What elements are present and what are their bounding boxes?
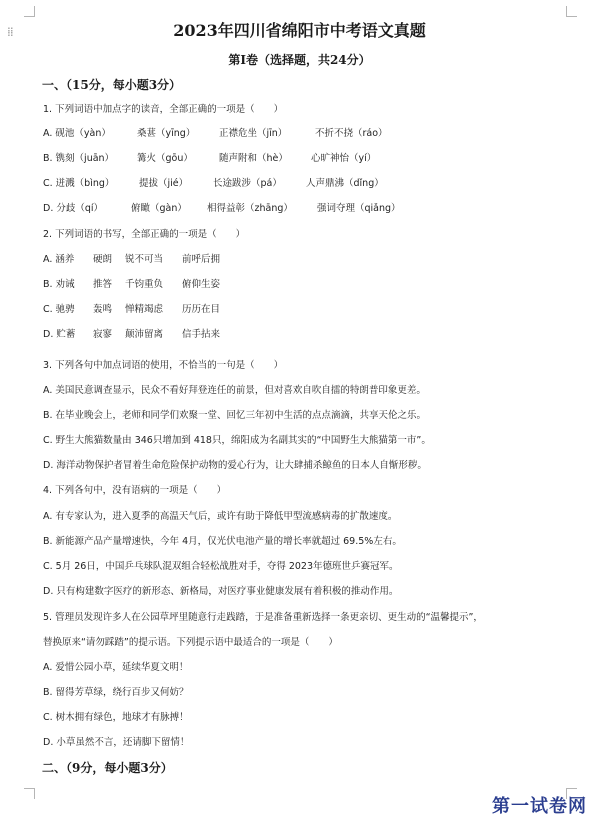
q2-option-a-2: 硬朗	[93, 254, 113, 265]
q4-stem: 4. 下列各句中，没有语病的一项是（ ）	[43, 485, 227, 496]
q1-option-b-2: 篝火（gōu）	[137, 153, 193, 164]
q1-option-b-4: 心旷神怡（yí）	[311, 153, 377, 164]
q2-stem: 2. 下列词语的书写，全部正确的一项是（ ）	[43, 229, 246, 240]
q1-option-d-4: 强词夺理（qiǎng）	[317, 203, 401, 214]
q1-option-c-4: 人声鼎沸（dǐng）	[306, 178, 384, 189]
q1-option-c-1: C. 迸溅（bìng）	[43, 178, 115, 189]
q2-option-c-2: 轰鸣	[93, 304, 113, 315]
q5-stem-line-1: 5. 管理员发现许多人在公园草坪里随意行走践踏，于是准备重新选择一条更亲切、更生动的“温馨提示”，	[43, 612, 483, 623]
q4-option-b: B. 新能源产品产量增速快，今年 4月，仅光伏电池产量的增长率就超过 69.5%左右。	[43, 536, 402, 547]
q2-option-d-4: 信手拈来	[182, 329, 221, 340]
q3-option-d: D. 海洋动物保护者冒着生命危险保护动物的爱心行为，让大肆捕杀鲸鱼的日本人自惭形秽。	[43, 460, 427, 471]
page-subtitle: 第Ⅰ卷（选择题，共24分）	[228, 53, 371, 67]
q2-option-c-1: C. 驰骋	[43, 304, 75, 315]
q1-option-d-1: D. 分歧（qí）	[43, 203, 104, 214]
q2-option-a-3: 锐不可当	[125, 254, 164, 265]
crop-mark-top-left	[24, 6, 35, 17]
page-title: 2023年四川省绵阳市中考语文真题	[173, 21, 426, 40]
section-2-heading: 二、（9分，每小题3分）	[42, 761, 173, 775]
q2-option-d-3: 颠沛留离	[125, 329, 164, 340]
watermark-logo: 第一试卷网	[492, 796, 587, 817]
q2-option-c-4: 历历在目	[182, 304, 221, 315]
q4-option-a: A. 有专家认为，进入夏季的高温天气后，或许有助于降低甲型流感病毒的扩散速度。	[43, 511, 398, 522]
crop-mark-top-right	[566, 6, 577, 17]
q2-option-b-1: B. 劝诫	[43, 279, 75, 290]
q1-option-c-2: 提拔（jié）	[139, 178, 189, 189]
q1-option-b-3: 随声附和（hè）	[219, 153, 288, 164]
q5-option-a: A. 爱惜公园小草，延续华夏文明！	[43, 662, 189, 673]
q1-option-a-3: 正襟危坐（jīn）	[219, 128, 288, 139]
q3-stem: 3. 下列各句中加点词语的使用，不恰当的一句是（ ）	[43, 360, 284, 371]
q1-option-a-4: 不折不挠（ráo）	[315, 128, 388, 139]
q1-option-c-3: 长途跋涉（pá）	[213, 178, 282, 189]
q1-stem: 1. 下列词语中加点字的读音，全部正确的一项是（ ）	[43, 104, 284, 115]
q1-option-a-2: 桑葚（yīng）	[137, 128, 196, 139]
q2-option-b-2: 推答	[93, 279, 113, 290]
q2-option-c-3: 惮精竭虑	[125, 304, 164, 315]
q2-option-b-3: 千钧重负	[125, 279, 164, 290]
q4-option-c: C. 5月 26日，中国乒乓球队混双组合轻松战胜对手，夺得 2023年德班世乒赛冠军。	[43, 561, 399, 572]
q2-option-a-1: A. 涵养	[43, 254, 75, 265]
q1-option-a-1: A. 砚池（yàn）	[43, 128, 111, 139]
q2-option-d-1: D. 贮蓄	[43, 329, 76, 340]
q2-option-a-4: 前呼后拥	[182, 254, 221, 265]
q2-option-b-4: 俯仰生姿	[182, 279, 221, 290]
q1-option-d-2: 俯瞰（gàn）	[131, 203, 187, 214]
q3-option-c: C. 野生大熊猫数量由 346只增加到 418只，绵阳成为名副其实的“中国野生大熊猫第一市”。	[43, 435, 431, 446]
q1-option-b-1: B. 镌刻（juān）	[43, 153, 115, 164]
q4-option-d: D. 只有构建数字医疗的新形态、新格局，对医疗事业健康发展有着积极的推动作用。	[43, 586, 399, 597]
q3-option-a: A. 美国民意调查显示，民众不看好拜登连任的前景，但对喜欢自吹自擂的特朗普印象更差。	[43, 385, 426, 396]
q5-option-d: D. 小草虽然不言，还请脚下留情！	[43, 737, 190, 748]
q5-stem-line-2: 替换原来“请勿踩踏”的提示语。下列提示语中最适合的一项是（ ）	[43, 637, 338, 648]
q5-option-b: B. 留得芳草绿，绕行百步又何妨？	[43, 687, 189, 698]
q1-option-d-3: 相得益彰（zhāng）	[207, 203, 293, 214]
crop-mark-bottom-left	[24, 788, 35, 799]
drag-handle-icon[interactable]: ⁞⁞	[7, 25, 13, 39]
q2-option-d-2: 寂寥	[93, 329, 113, 340]
q3-option-b: B. 在毕业晚会上，老师和同学们欢聚一堂、回忆三年初中生活的点点滴滴，共享天伦之乐。	[43, 410, 427, 421]
q5-option-c: C. 树木拥有绿色，地球才有脉搏！	[43, 712, 189, 723]
section-1-heading: 一、（15分，每小题3分）	[42, 78, 182, 92]
